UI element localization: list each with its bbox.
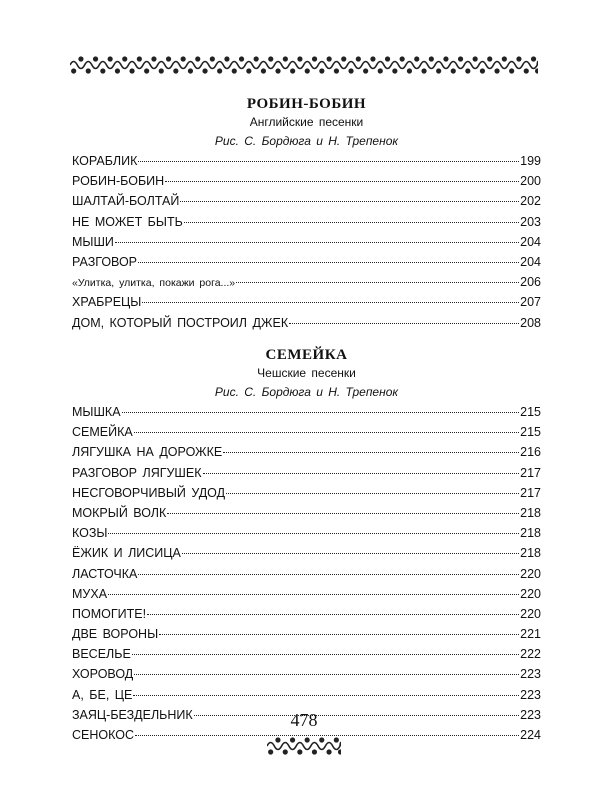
ornament-dot [378, 68, 383, 73]
ornament-dot [210, 56, 215, 61]
toc-entry[interactable] [72, 506, 541, 526]
ornament-dot [297, 56, 302, 61]
ornament-dot [297, 749, 302, 754]
ornament-dot [283, 56, 288, 61]
ornament-dot [239, 56, 244, 61]
toc-entry-title: ЛЯГУШКА НА ДОРОЖКЕ [72, 445, 223, 460]
toc-entry-page: 218 [520, 526, 541, 541]
dot-leader [138, 574, 519, 575]
toc-entry-title: СЕМЕЙКА [72, 425, 133, 440]
toc-entry-page: 218 [520, 505, 541, 520]
ornament-dot [370, 56, 375, 61]
toc-entry-title: ХОРОВОД [72, 667, 134, 682]
ornament-dot [535, 68, 538, 73]
dot-leader [236, 282, 519, 283]
ornament-dot [385, 56, 390, 61]
toc-entry-title: А, БЕ, ЦЕ [72, 687, 133, 702]
section-subtitle: Английские песенки [249, 115, 364, 129]
dot-leader [134, 674, 519, 675]
ornament-dot [392, 68, 397, 73]
toc-entry-title: МОКРЫЙ ВОЛК [72, 505, 167, 520]
dot-leader [184, 222, 519, 223]
ornament-dot [195, 56, 200, 61]
ornament-dot [429, 56, 434, 61]
ornament-dot [122, 56, 127, 61]
toc-entry[interactable] [72, 466, 541, 486]
toc-entry[interactable] [72, 275, 541, 295]
toc-entry[interactable] [72, 647, 541, 667]
ornament-dot [334, 68, 339, 73]
toc-entry-title: РАЗГОВОР ЛЯГУШЕК [72, 465, 202, 480]
dot-leader [147, 614, 519, 615]
ornament-dot [326, 749, 331, 754]
toc-entry-page: 200 [520, 174, 541, 189]
dot-leader [132, 654, 519, 655]
toc-entry-title: НЕ МОЖЕТ БЫТЬ [72, 214, 183, 229]
ornament-dot [217, 68, 222, 73]
toc-entry-title: «Улитка, улитка, покажи рога...» [72, 277, 236, 290]
toc-entry-title: ДВЕ ВОРОНЫ [72, 627, 159, 642]
ornament-dot [166, 56, 171, 61]
ornament-dot [290, 68, 295, 73]
ornament-dot [338, 749, 341, 754]
toc-entry[interactable] [72, 255, 541, 275]
dot-leader [223, 452, 519, 453]
dot-leader [142, 302, 519, 303]
ornament-dot [268, 56, 273, 61]
ornament-dot [246, 68, 251, 73]
top-ornament [0, 50, 608, 80]
ornament-dot [421, 68, 426, 73]
ornament-dot [327, 56, 332, 61]
toc-entry[interactable] [72, 567, 541, 587]
toc-entry[interactable] [72, 688, 541, 708]
dot-leader [165, 181, 519, 182]
toc-entry[interactable] [72, 295, 541, 315]
toc-entry-page: 203 [520, 214, 541, 229]
toc-entry-title: МУХА [72, 586, 108, 601]
ornament-dot [480, 68, 485, 73]
ornament-dot [487, 56, 492, 61]
section-illustrator-credit: Рис. С. Бордюга и Н. Трепенок [214, 385, 399, 399]
ornament-dot [312, 749, 317, 754]
toc-entry-page: 222 [520, 647, 541, 662]
ornament-wave-line [267, 743, 341, 750]
toc-entry[interactable] [72, 546, 541, 566]
ornament-dot [473, 56, 478, 61]
toc-entry-page: 223 [520, 687, 541, 702]
toc-entry-title: НЕСГОВОРЧИВЫЙ УДОД [72, 485, 226, 500]
ornament-dot [129, 68, 134, 73]
ornament-dot [312, 56, 317, 61]
toc-entry-title: КОЗЫ [72, 526, 108, 541]
toc-entry-page: 218 [520, 546, 541, 561]
toc-entry-page: 224 [520, 728, 541, 742]
toc-entry-page: 217 [520, 465, 541, 480]
ornament-dot [414, 56, 419, 61]
ornament-dot [283, 749, 288, 754]
dot-leader [138, 262, 519, 263]
ornament-dot [348, 68, 353, 73]
ornament-dot [305, 737, 310, 742]
ornament-dot [290, 737, 295, 742]
dot-leader [108, 533, 519, 534]
ornament-dot [305, 68, 310, 73]
page-number: 478 [290, 710, 318, 730]
ornament-dot [100, 68, 105, 73]
ornament-dot [71, 68, 76, 73]
dot-leader [134, 432, 519, 433]
toc-entry-title: МЫШКА [72, 405, 121, 419]
toc-entry-page: 217 [520, 485, 541, 500]
toc-entry[interactable] [72, 627, 541, 647]
toc-entry-title: КОРАБЛИК [72, 154, 138, 168]
dot-leader [182, 553, 519, 554]
ornament-dot [334, 737, 339, 742]
dot-leader [226, 493, 519, 494]
dot-leader [133, 695, 519, 696]
section-robin-bobin [72, 95, 541, 336]
toc-entry-title: РОБИН-БОБИН [72, 174, 165, 189]
ornament-dot [356, 56, 361, 61]
dot-leader [108, 594, 519, 595]
toc-entry-title: ХРАБРЕЦЫ [72, 295, 142, 310]
dot-leader [159, 634, 519, 635]
toc-entry-title: МЫШИ [72, 234, 114, 249]
section-subtitle: Чешские песенки [257, 366, 356, 380]
toc-entry-page: 204 [520, 254, 541, 269]
toc-entry-page: 199 [520, 154, 541, 168]
toc-entry-page: 221 [520, 627, 541, 642]
toc-entry[interactable] [72, 526, 541, 546]
section-title: СЕМЕЙКА [265, 347, 348, 363]
ornament-dot [436, 68, 441, 73]
ornament-dot [319, 68, 324, 73]
ornament-dot [524, 68, 529, 73]
toc-entry-page: 220 [520, 566, 541, 581]
ornament-dot [181, 56, 186, 61]
toc-entry[interactable] [72, 215, 541, 235]
toc-entry-title: СЕНОКОС [72, 728, 135, 742]
toc-entry-page: 220 [520, 586, 541, 601]
ornament-dot [494, 68, 499, 73]
toc-entry[interactable] [72, 486, 541, 506]
ornament-dot [261, 68, 266, 73]
toc-entry[interactable] [72, 194, 541, 214]
toc-entry-page: 202 [520, 194, 541, 209]
ornament-dot [363, 68, 368, 73]
toc-entry-page: 208 [520, 315, 541, 330]
ornament-dot [224, 56, 229, 61]
toc-entry-page: 215 [520, 425, 541, 440]
ornament-dot [151, 56, 156, 61]
ornament-dot [319, 737, 324, 742]
toc-entry-title: ШАЛТАЙ-БОЛТАЙ [72, 194, 180, 209]
section-semeika [72, 346, 541, 748]
ornament-dot [443, 56, 448, 61]
toc-entry-title: ПОМОГИТЕ! [72, 606, 147, 621]
section-title: РОБИН-БОБИН [246, 96, 367, 112]
dot-leader [138, 161, 519, 162]
ornament-wave-line [70, 62, 538, 69]
toc-entry-title: РАЗГОВОР [72, 254, 138, 269]
dot-leader [180, 201, 519, 202]
ornament-dot [400, 56, 405, 61]
ornament-dot [458, 56, 463, 61]
ornament-dot [232, 68, 237, 73]
ornament-dot [188, 68, 193, 73]
dot-leader [122, 412, 520, 413]
toc-entry-page: 216 [520, 445, 541, 460]
ornament-dot [268, 749, 273, 754]
ornament-dot [86, 68, 91, 73]
ornament-dot [93, 56, 98, 61]
ornament-dot [173, 68, 178, 73]
toc-list [72, 154, 541, 336]
dot-leader [167, 513, 519, 514]
toc-entry-page: 223 [520, 707, 541, 722]
ornament-dot [108, 56, 113, 61]
ornament-dot [275, 737, 280, 742]
toc-entry-title: ДОМ, КОТОРЫЙ ПОСТРОИЛ ДЖЕК [72, 315, 289, 330]
toc-entry-title: ЁЖИК И ЛИСИЦА [72, 546, 181, 561]
toc-entry[interactable] [72, 405, 541, 425]
ornament-dot [159, 68, 164, 73]
toc-entry[interactable] [72, 607, 541, 627]
ornament-dot [144, 68, 149, 73]
toc-entry-page: 215 [520, 405, 541, 419]
top-ornament-graphic [70, 50, 538, 80]
ornament-dot [451, 68, 456, 73]
ornament-dot [407, 68, 412, 73]
toc-entry-page: 207 [520, 295, 541, 310]
dot-leader [203, 473, 520, 474]
toc-entry-title: ЛАСТОЧКА [72, 566, 138, 581]
ornament-dot [531, 56, 536, 61]
ornament-dot [202, 68, 207, 73]
ornament-dot [78, 56, 83, 61]
toc-entry-title: ВЕСЕЛЬЕ [72, 647, 131, 662]
toc-entry[interactable] [72, 667, 541, 687]
toc-list [72, 405, 541, 748]
bottom-ornament [0, 731, 608, 761]
toc-entry[interactable] [72, 425, 541, 445]
toc-entry-page: 223 [520, 667, 541, 682]
toc-entry[interactable] [72, 445, 541, 465]
bottom-ornament-graphic [267, 731, 341, 761]
ornament-dot [516, 56, 521, 61]
dot-leader [289, 323, 519, 324]
ornament-dot [115, 68, 120, 73]
toc-entry-page: 220 [520, 606, 541, 621]
ornament-dot [341, 56, 346, 61]
toc-entry[interactable] [72, 174, 541, 194]
section-illustrator-credit: Рис. С. Бордюга и Н. Трепенок [214, 134, 399, 148]
toc-entry[interactable] [72, 587, 541, 607]
ornament-dot [254, 56, 259, 61]
ornament-dot [275, 68, 280, 73]
toc-entry-page: 206 [520, 275, 541, 290]
toc-entry-page: 204 [520, 234, 541, 249]
toc-entry[interactable] [72, 154, 541, 174]
ornament-dot [465, 68, 470, 73]
dot-leader [115, 242, 519, 243]
toc-entry-title: ЗАЯЦ-БЕЗДЕЛЬНИК [72, 707, 193, 722]
toc-entry[interactable] [72, 316, 541, 336]
ornament-dot [502, 56, 507, 61]
ornament-dot [509, 68, 514, 73]
ornament-dot [137, 56, 142, 61]
toc-entry[interactable] [72, 235, 541, 255]
